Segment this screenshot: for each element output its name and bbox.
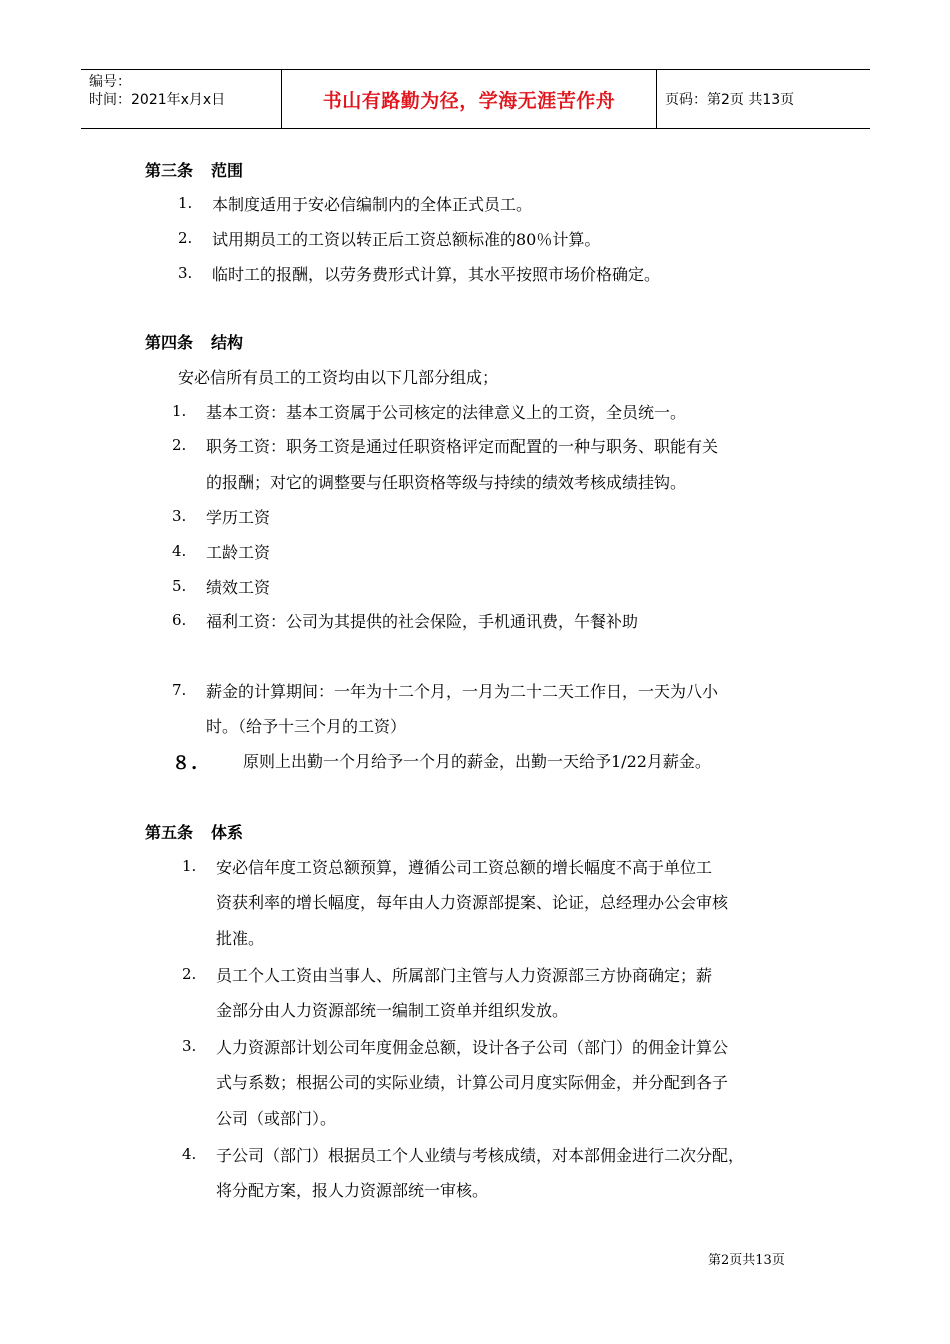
list-number: 3. — [172, 507, 187, 525]
list-number: 7. — [172, 681, 187, 699]
header-info — [89, 73, 225, 109]
list-number: 1. — [182, 857, 197, 875]
header-motto: 书山有路勤为径，学海无涯苦作舟 — [322, 89, 616, 112]
list-number: 3. — [178, 264, 193, 282]
list-item-continuation: 公司（或部门）。 — [216, 1109, 337, 1128]
list-item: 绩效工资 — [206, 578, 271, 597]
list-item: 学历工资 — [206, 508, 271, 527]
list-item-continuation: 金部分由人力资源部统一编制工资单并组织发放。 — [216, 1001, 569, 1020]
list-item-continuation: 批准。 — [216, 929, 265, 948]
section-title-5: 第五条 体系 — [145, 823, 244, 842]
list-item-continuation: 资获利率的增长幅度，每年由人力资源部提案、论证，总经理办公会审核 — [216, 893, 729, 912]
list-item: 福利工资：公司为其提供的社会保险，手机通讯费，午餐补助 — [206, 612, 639, 631]
section-intro: 安必信所有员工的工资均由以下几部分组成； — [178, 368, 499, 387]
list-number: 1. — [172, 402, 187, 420]
list-number: 1. — [178, 194, 193, 212]
section-title-4: 第四条 结构 — [145, 333, 244, 352]
list-number: 4. — [182, 1145, 197, 1163]
header-divider — [656, 70, 657, 128]
list-item: 原则上出勤一个月给予一个月的薪金，出勤一天给予1/22月薪金。 — [243, 752, 711, 771]
list-item: 员工个人工资由当事人、所属部门主管与人力资源部三方协商确定；薪 — [216, 966, 713, 985]
list-item: 子公司（部门）根据员工个人业绩与考核成绩，对本部佣金进行二次分配， — [216, 1146, 745, 1165]
section-title-3: 第三条 范围 — [145, 161, 244, 180]
list-number: 3. — [182, 1037, 197, 1055]
list-item: 基本工资：基本工资属于公司核定的法律意义上的工资，全员统一。 — [206, 403, 687, 422]
list-item-continuation: 的报酬；对它的调整要与任职资格等级与持续的绩效考核成绩挂钩。 — [206, 473, 687, 492]
header-page-number: 页码：第2页 共13页 — [665, 92, 795, 108]
page-footer: 第2页共13页 — [708, 1253, 785, 1268]
list-number: 2. — [178, 229, 193, 247]
list-item-continuation: 时。（给予十三个月的工资） — [206, 717, 407, 736]
list-number: ８. — [172, 753, 199, 774]
list-item: 职务工资：职务工资是通过任职资格评定而配置的一种与职务、职能有关 — [206, 437, 719, 456]
list-item: 人力资源部计划公司年度佣金总额，设计各子公司（部门）的佣金计算公 — [216, 1038, 729, 1057]
list-item: 本制度适用于安必信编制内的全体正式员工。 — [212, 195, 533, 214]
list-item-continuation: 将分配方案，报人力资源部统一审核。 — [216, 1181, 489, 1200]
date-line: 时间：2021年x月x日 — [89, 92, 226, 108]
list-item: 工龄工资 — [206, 543, 271, 562]
list-item: 试用期员工的工资以转正后工资总额标准的80％计算。 — [212, 230, 601, 249]
list-number: 4. — [172, 542, 187, 560]
page-header — [81, 69, 870, 129]
list-number: 6. — [172, 611, 187, 629]
list-item: 安必信年度工资总额预算，遵循公司工资总额的增长幅度不高于单位工 — [216, 858, 713, 877]
list-item: 临时工的报酬，以劳务费形式计算，其水平按照市场价格确定。 — [212, 265, 661, 284]
code-label: 编号： — [89, 74, 131, 90]
list-item: 薪金的计算期间：一年为十二个月，一月为二十二天工作日，一天为八小 — [206, 682, 719, 701]
list-number: 2. — [172, 436, 187, 454]
list-number: 5. — [172, 577, 187, 595]
list-number: 2. — [182, 965, 197, 983]
list-item-continuation: 式与系数；根据公司的实际业绩，计算公司月度实际佣金，并分配到各子 — [216, 1073, 729, 1092]
